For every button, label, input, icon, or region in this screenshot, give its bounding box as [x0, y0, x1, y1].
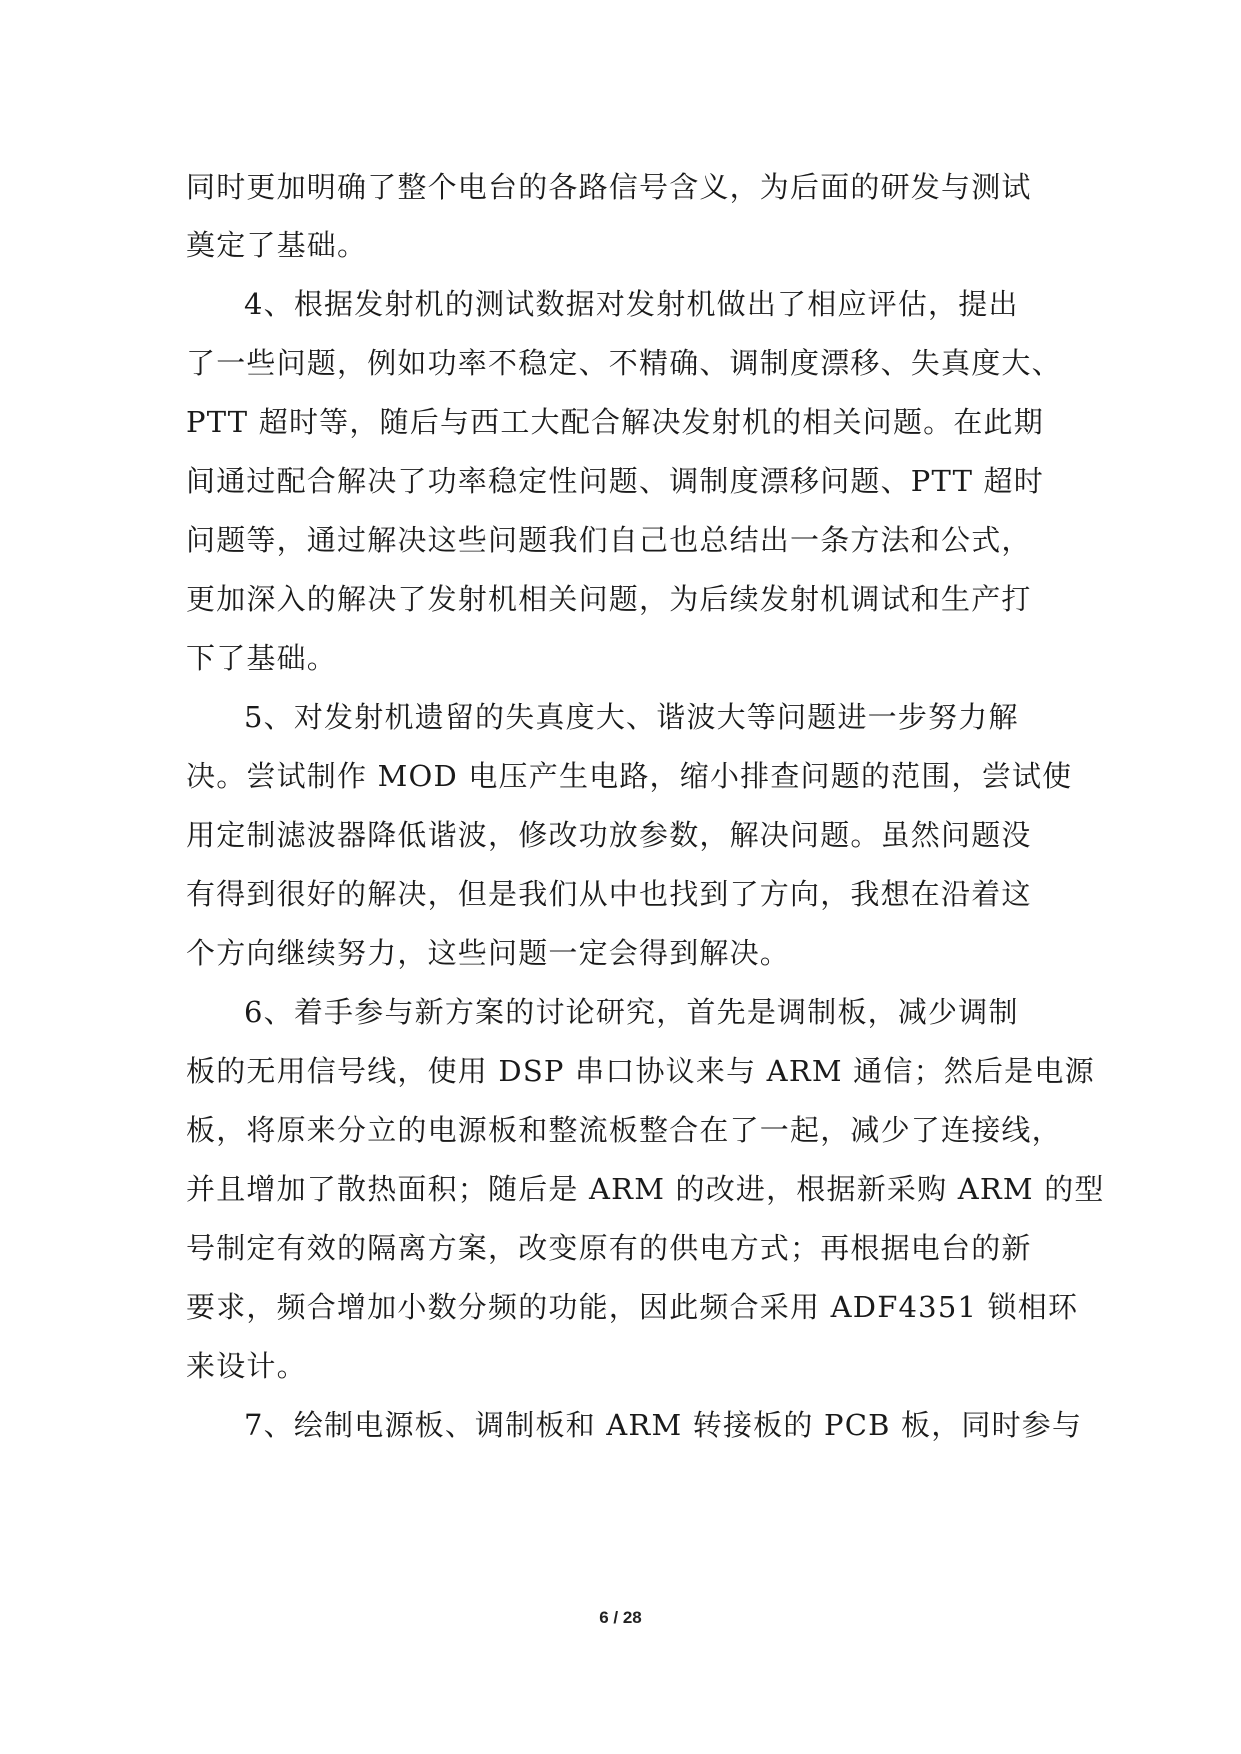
text-line: 同时更加明确了整个电台的各路信号含义，为后面的研发与测试 — [186, 170, 1032, 204]
paragraph-7-first-line: 7、绘制电源板、调制板和 ARM 转接板的 PCB 板，同时参与 — [244, 1408, 1083, 1442]
text-line: 决。尝试制作 MOD 电压产生电路，缩小排查问题的范围，尝试使 — [186, 759, 1073, 793]
text-line: 奠定了基础。 — [186, 228, 368, 262]
text-line: 了一些问题，例如功率不稳定、不精确、调制度漂移、失真度大、 — [186, 346, 1062, 380]
text-line: 问题等，通过解决这些问题我们自己也总结出一条方法和公式， — [186, 523, 1032, 557]
text-line: 个方向继续努力，这些问题一定会得到解决。 — [186, 936, 791, 970]
text-line: 来设计。 — [186, 1349, 307, 1383]
text-line: 间通过配合解决了功率稳定性问题、调制度漂移问题、PTT 超时 — [186, 464, 1044, 498]
text-line: PTT 超时等，随后与西工大配合解决发射机的相关问题。在此期 — [186, 405, 1044, 439]
text-line: 要求，频合增加小数分频的功能，因此频合采用 ADF4351 锁相环 — [186, 1290, 1079, 1324]
paragraph-4-first-line: 4、根据发射机的测试数据对发射机做出了相应评估，提出 — [244, 287, 1019, 321]
text-line: 并且增加了散热面积；随后是 ARM 的改进，根据新采购 ARM 的型 — [186, 1172, 1105, 1206]
text-line: 用定制滤波器降低谐波，修改功放参数，解决问题。虽然问题没 — [186, 818, 1032, 852]
text-line: 有得到很好的解决，但是我们从中也找到了方向，我想在沿着这 — [186, 877, 1032, 911]
paragraph-5-first-line: 5、对发射机遗留的失真度大、谐波大等问题进一步努力解 — [244, 700, 1019, 734]
page-number: 6 / 28 — [599, 1608, 642, 1627]
text-line: 号制定有效的隔离方案，改变原有的供电方式；再根据电台的新 — [186, 1231, 1032, 1265]
text-line: 下了基础。 — [186, 641, 338, 675]
text-line: 板，将原来分立的电源板和整流板整合在了一起，减少了连接线， — [186, 1113, 1062, 1147]
paragraph-6-first-line: 6、着手参与新方案的讨论研究，首先是调制板，减少调制 — [244, 995, 1019, 1029]
text-line: 板的无用信号线，使用 DSP 串口协议来与 ARM 通信；然后是电源 — [186, 1054, 1095, 1088]
text-line: 更加深入的解决了发射机相关问题，为后续发射机调试和生产打 — [186, 582, 1032, 616]
